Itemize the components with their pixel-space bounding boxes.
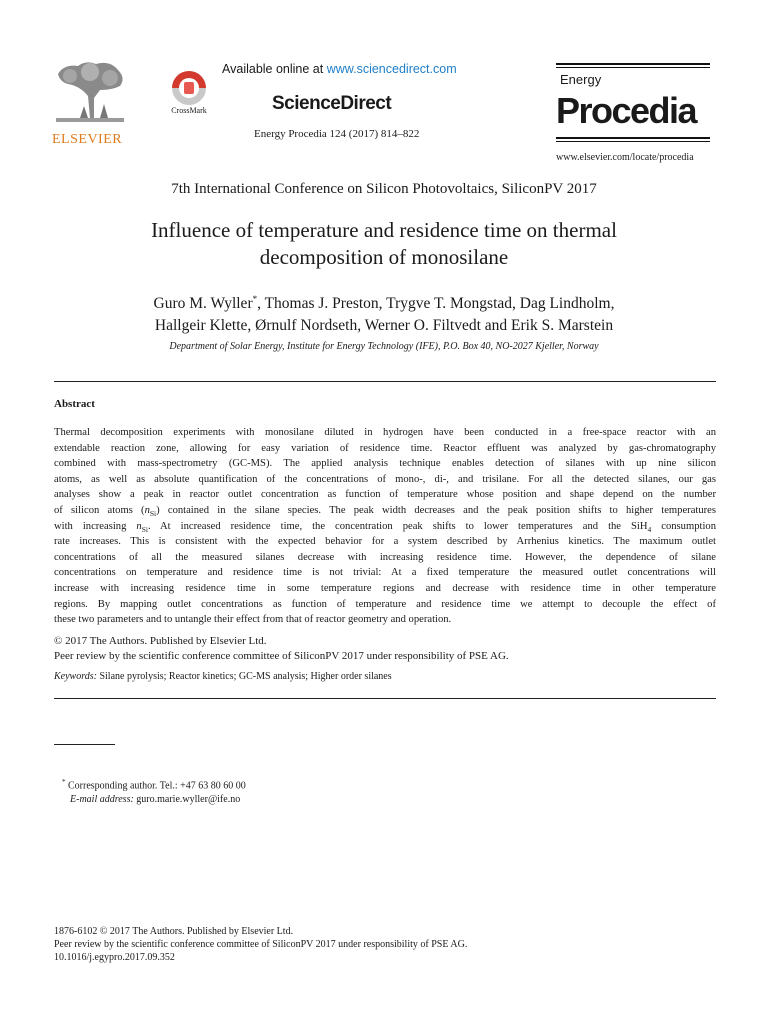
crossmark-label: CrossMark — [171, 106, 207, 115]
abstract-line: increase with increasing residence time in some temperature regions and decrease with residence time in other temperature — [54, 582, 716, 594]
keywords-text: Silane pyrolysis; Reactor kinetics; GC-MS analysis; Higher order silanes — [96, 671, 392, 682]
abstract-line — [54, 503, 716, 519]
abstract-text: consumption — [651, 520, 716, 532]
authors-line-2: Hallgeir Klette, Ørnulf Nordseth, Werner O. Filtvedt and Erik S. Marstein — [154, 317, 614, 335]
footnote-corresponding — [62, 778, 246, 791]
copyright-line-2: Peer review by the scientific conference committee of SiliconPV 2017 under responsibility of PSE AG. — [54, 650, 509, 662]
subscript-si: Si — [149, 509, 157, 519]
rule-top — [54, 381, 716, 382]
abstract-text: . At increased residence time, the concentration peak shifts to lower temperatures and the SiH — [147, 520, 648, 532]
journal-rule-bottom — [556, 137, 710, 139]
abstract-line — [54, 519, 716, 535]
sciencedirect-link[interactable]: www.sciencedirect.com — [326, 62, 457, 76]
title-line-2: decomposition of monosilane — [259, 245, 509, 269]
abstract-text: of silicon atoms ( — [54, 504, 145, 516]
email-address[interactable]: guro.marie.wyller@ife.no — [133, 794, 241, 805]
abstract-body — [54, 425, 716, 628]
copyright-line-1: © 2017 The Authors. Published by Elsevier Ltd. — [54, 635, 267, 647]
rule-bottom — [54, 698, 716, 699]
author-list — [64, 288, 704, 337]
keywords — [54, 671, 392, 682]
journal-word-large: Procedia — [556, 90, 697, 131]
footnote-email — [70, 794, 240, 805]
abstract-line: atoms, as well as absolute quantification of the concentrations of mono-, di-, and trisilane. For all the detected silanes, our gas — [54, 473, 716, 485]
elsevier-logo — [50, 56, 130, 148]
issn-line: 1876-6102 © 2017 The Authors. Published by Elsevier Ltd. — [54, 926, 294, 937]
bottom-info — [54, 925, 467, 964]
footnote-rule — [54, 744, 115, 745]
publisher-name: ELSEVIER — [52, 132, 123, 147]
sciencedirect-logo: ScienceDirect — [272, 93, 392, 114]
variable-n: n — [136, 520, 142, 532]
copyright-block — [54, 634, 509, 664]
subscript-si: Si — [141, 524, 148, 534]
abstract-line: combined with mass-spectrometry (GC-MS). The applied analysis technique enables detection of silanes with up nine silicon — [54, 458, 716, 470]
journal-rule-bottom-thin — [556, 141, 710, 142]
available-prefix: Available online at — [222, 62, 327, 76]
authors-line-1: , Thomas J. Preston, Trygve T. Mongstad, Dag Lindholm, — [257, 295, 615, 313]
keywords-label: Keywords: — [54, 671, 97, 682]
abstract-line: extendable reaction zone, allowing for easy variation of residence time. Reactor effluent was analyzed by gas-chromatography — [54, 442, 716, 454]
abstract-line: regions. By mapping outlet concentrations as function of temperature and residence time we attempt to decouple the effect of — [54, 598, 716, 610]
abstract-line: Thermal decomposition experiments with monosilane diluted in hydrogen have been conducted in a free-space reactor with an — [54, 427, 716, 438]
doi-line[interactable]: 10.1016/j.egypro.2017.09.352 — [54, 952, 175, 963]
abstract-text: with increasing — [54, 520, 137, 532]
abstract-line: concentrations on temperature and residence time is not trivial: At a fixed temperature the measured outlet concentrations will — [54, 567, 716, 579]
author-mark: * — [252, 294, 258, 304]
paper-title — [84, 217, 684, 271]
abstract-line: these two parameters and to untangle their effect from that of reactor geometry and operation. — [54, 614, 452, 626]
conference-name: 7th International Conference on Silicon Photovoltaics, SiliconPV 2017 — [171, 181, 597, 197]
abstract-line: rate increases. This is consistent with the expected behavior for a system described by Arrhenius kinetics. The maximum outlet — [54, 536, 716, 548]
affiliation: Department of Solar Energy, Institute for Energy Technology (IFE), P.O. Box 40, NO-2027 Kjeller, Norway — [169, 341, 599, 352]
corresponding-author: Corresponding author. Tel.: +47 63 80 60 00 — [65, 780, 246, 792]
variable-n: n — [144, 504, 150, 516]
journal-url[interactable]: www.elsevier.com/locate/procedia — [556, 152, 694, 163]
email-label: E-mail address: — [70, 794, 134, 805]
abstract-text: ) contained in the silane species. The peak width decreases and the peak position shifts to higher temperatures — [156, 504, 716, 516]
subscript-4: 4 — [647, 524, 652, 534]
available-online — [222, 62, 457, 76]
author-first: Guro M. Wyller — [153, 295, 253, 313]
peer-review-line: Peer review by the scientific conference committee of SiliconPV 2017 under responsibility of PSE AG. — [54, 939, 468, 950]
journal-rule-top-thin — [556, 67, 710, 68]
journal-word-small: Energy — [560, 72, 602, 87]
footnote-mark: * — [62, 778, 66, 786]
journal-reference: Energy Procedia 124 (2017) 814–822 — [254, 128, 420, 140]
title-line-1: Influence of temperature and residence time on thermal — [151, 218, 617, 242]
abstract-line: analyses show a peak in reactor outlet concentration as function of temperature whose position and shape depend on the number — [54, 489, 716, 501]
abstract-heading: Abstract — [54, 398, 95, 410]
crossmark-icon — [164, 68, 214, 108]
journal-rule-top — [556, 63, 710, 65]
abstract-line: concentrations of all the measured silanes decrease with increasing residence time. However, the dependence of silane — [54, 551, 716, 563]
